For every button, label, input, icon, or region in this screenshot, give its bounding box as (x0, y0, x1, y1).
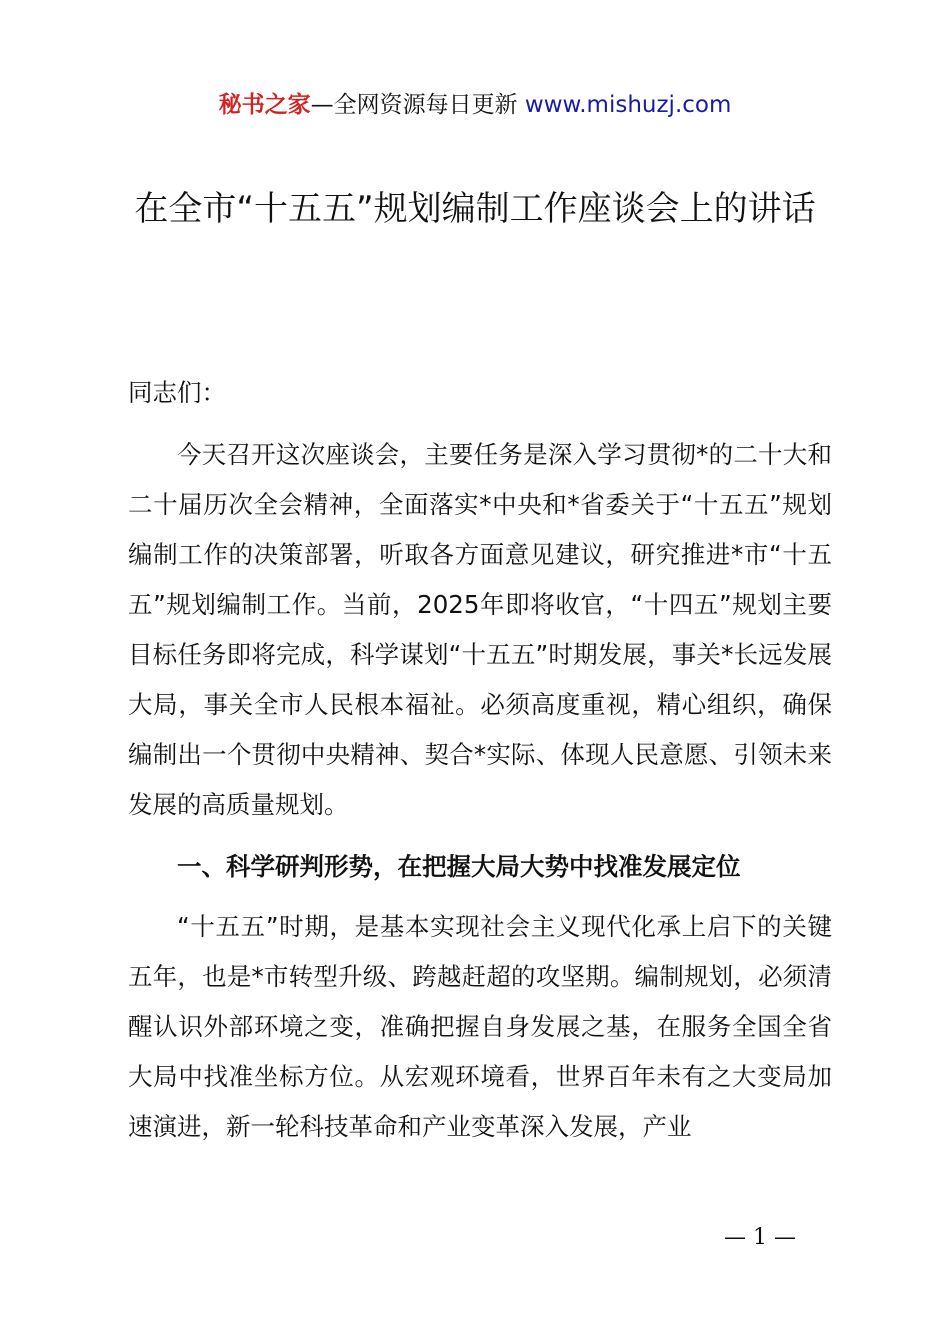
salutation: 同志们： (128, 378, 226, 407)
document-title: 在全市“十五五”规划编制工作座谈会上的讲话 (134, 189, 816, 229)
header-tagline: —全网资源每日更新 (310, 92, 525, 118)
section-heading: 一、科学研判形势，在把握大局大势中找准发展定位 (177, 852, 741, 881)
site-url[interactable]: www.mishuzj.com (524, 92, 732, 118)
page-number: — 1 — (724, 1225, 796, 1250)
paragraph: “十五五”时期，是基本实现社会主义现代化承上启下的关键五年，也是*市转型升级、跨越赶超的攻坚期。编制规划，必须清醒认识外部环境之变，准确把握自身发展之基，在服务全国全省大局中找准坐标方位。从宏观环境看，世界百年未有之大变局加速演进，新一轮科技革命和产业变革深入发展，产业 (128, 912, 832, 1141)
brand-name: 秘书之家 (218, 92, 311, 118)
document-body (128, 368, 832, 1152)
site-header (0, 88, 950, 122)
paragraph: 今天召开这次座谈会，主要任务是深入学习贯彻*的二十大和二十届历次全会精神，全面落实*中央和*省委关于“十五五”规划编制工作的决策部署，听取各方面意见建议，研究推进*市“十五五”规划编制工作。当前，2025年即将收官，“十四五”规划主要目标任务即将完成，科学谋划“十五五”时期发展，事关*长远发展大局，事关全市人民根本福祉。必须高度重视，精心组织，确保编制出一个贯彻中央精神、契合*实际、体现人民意愿、引领未来发展的高质量规划。 (128, 440, 832, 819)
